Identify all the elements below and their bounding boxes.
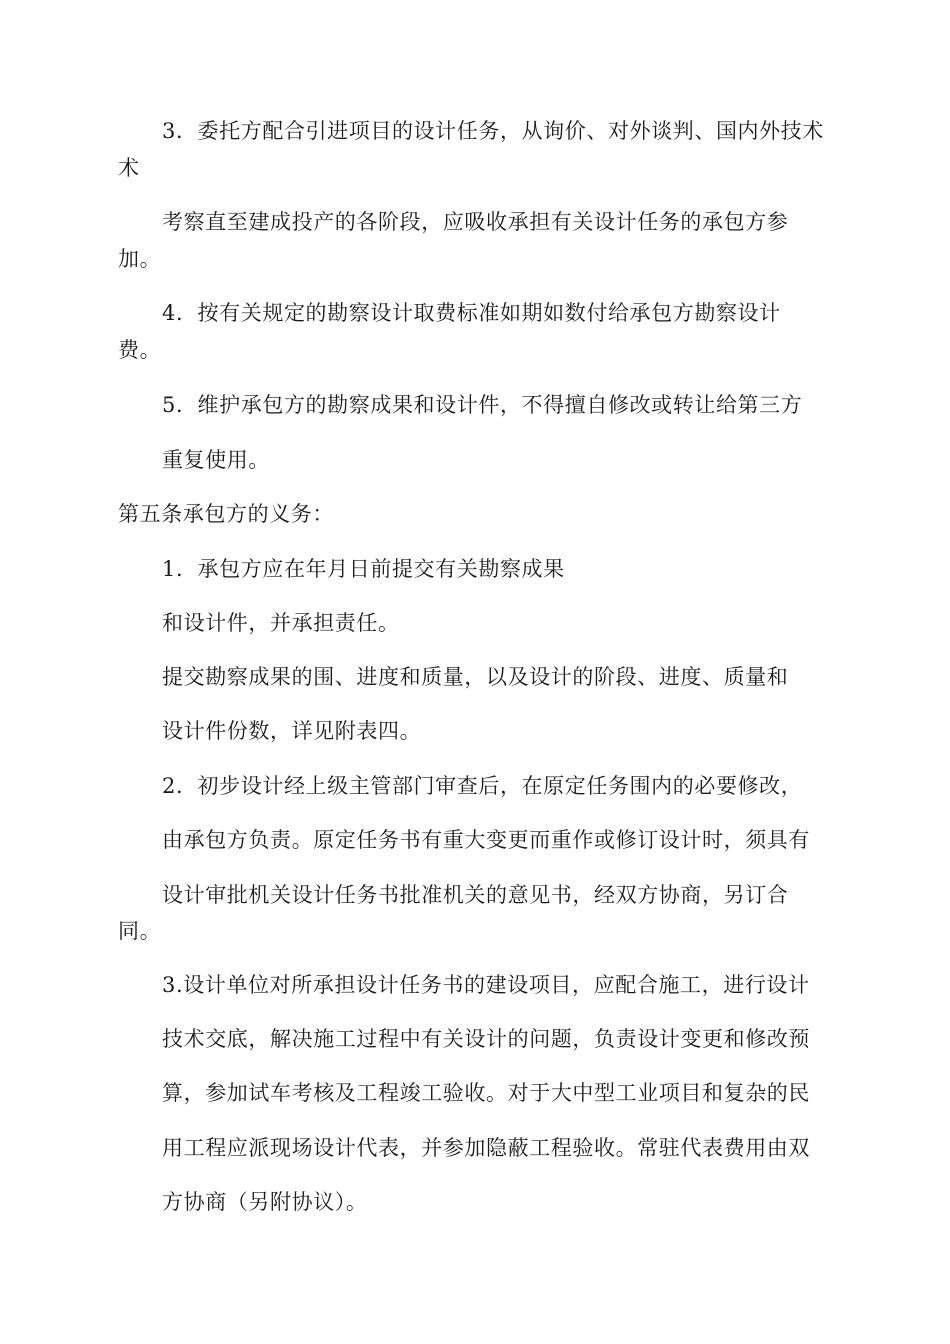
text-line: 2．初步设计经上级主管部门审查后，在原定任务围内的必要修改， <box>162 774 803 798</box>
text-line: 设计审批机关设计任务书批准机关的意见书，经双方协商，另订合 <box>162 883 789 907</box>
text-line: 算，参加试车考核及工程竣工验收。对于大中型工业项目和复杂的民 <box>162 1081 810 1105</box>
text-line: 加。 <box>118 247 162 271</box>
text-line: 费。 <box>118 338 162 362</box>
text-line: 由承包方负责。原定任务书有重大变更而重作或修订设计时，须具有 <box>162 828 810 852</box>
text-line: 同。 <box>118 919 162 943</box>
text-line: 术 <box>118 156 140 180</box>
text-line: 1．承包方应在年月日前提交有关勘察成果 <box>162 557 565 581</box>
text-line: 用工程应派现场设计代表，并参加隐蔽工程验收。常驻代表费用由双 <box>162 1136 810 1160</box>
text-line: 技术交底，解决施工过程中有关设计的问题，负责设计变更和修改预 <box>162 1027 810 1051</box>
text-line: 5．维护承包方的勘察成果和设计件，不得擅自修改或转让给第三方 <box>162 393 803 417</box>
text-line: 方协商（另附协议）。 <box>162 1190 368 1214</box>
text-line: 考察直至建成投产的各阶段，应吸收承担有关设计任务的承包方参 <box>162 210 789 234</box>
text-line: 和设计件，并承担责任。 <box>162 611 400 635</box>
text-line: 重复使用。 <box>162 448 270 472</box>
text-line: 设计件份数，详见附表四。 <box>162 719 422 743</box>
text-line: 3．委托方配合引进项目的设计任务，从询价、对外谈判、国内外技术 <box>162 119 824 143</box>
text-line: 提交勘察成果的围、进度和质量，以及设计的阶段、进度、质量和 <box>162 665 789 689</box>
text-line: 3.设计单位对所承担设计任务书的建设项目，应配合施工，进行设计 <box>162 973 810 997</box>
text-line: 4．按有关规定的勘察设计取费标准如期如数付给承包方勘察设计 <box>162 301 781 325</box>
section-heading: 第五条承包方的义务： <box>118 502 334 526</box>
